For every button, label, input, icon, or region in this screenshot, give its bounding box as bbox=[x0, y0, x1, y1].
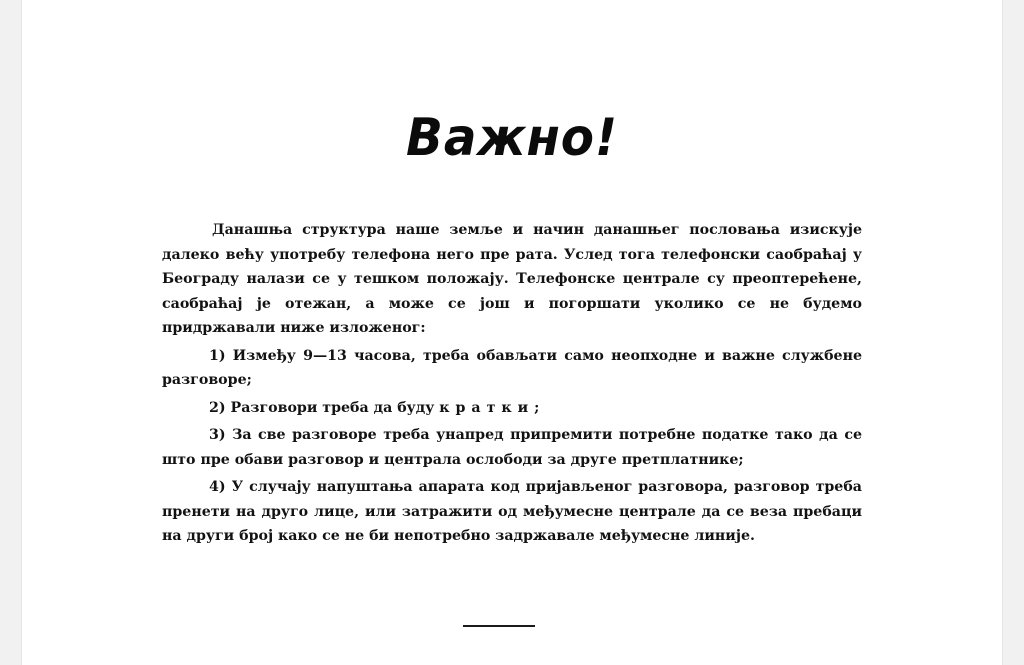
document-body bbox=[162, 218, 862, 552]
list-item-2-prefix: 2) Разговори треба да буду bbox=[209, 399, 440, 416]
list-item-2-suffix: ; bbox=[534, 399, 540, 416]
bottom-divider bbox=[463, 625, 535, 627]
list-item-2-emphasis: кратки bbox=[439, 399, 535, 416]
list-item-2 bbox=[162, 396, 862, 421]
list-item-3: 3) За све разговоре треба унапред припремити потребне податке тако да се што пре обави разговор и централа ослободи за друге претплатнике; bbox=[162, 427, 862, 468]
intro-paragraph: Данашња структура наше земље и начин данашњег пословања изискује далеко већу употребу телефона него пре рата. Услед тога телефонски саобраћај у Београду налази се у тешком положају. Телефонске централе су преоптерећене, саобраћај је отежан, а може се још и погоршати уколико се не будемо придржавали ниже изложеног: bbox=[162, 222, 862, 336]
list-item-4: 4) У случају напуштања апарата код пријављеног разговора, разговор треба пренети на друго лице, или затражити од међумесне централе да се веза пребаци на други број како се не би непотребно задржавале међумесне линије. bbox=[162, 479, 862, 544]
list-item-1: 1) Између 9—13 часова, треба обављати само неопходне и важне службене разговоре; bbox=[162, 347, 862, 388]
document-title: Важно! bbox=[406, 108, 618, 168]
document-page bbox=[22, 0, 1002, 665]
